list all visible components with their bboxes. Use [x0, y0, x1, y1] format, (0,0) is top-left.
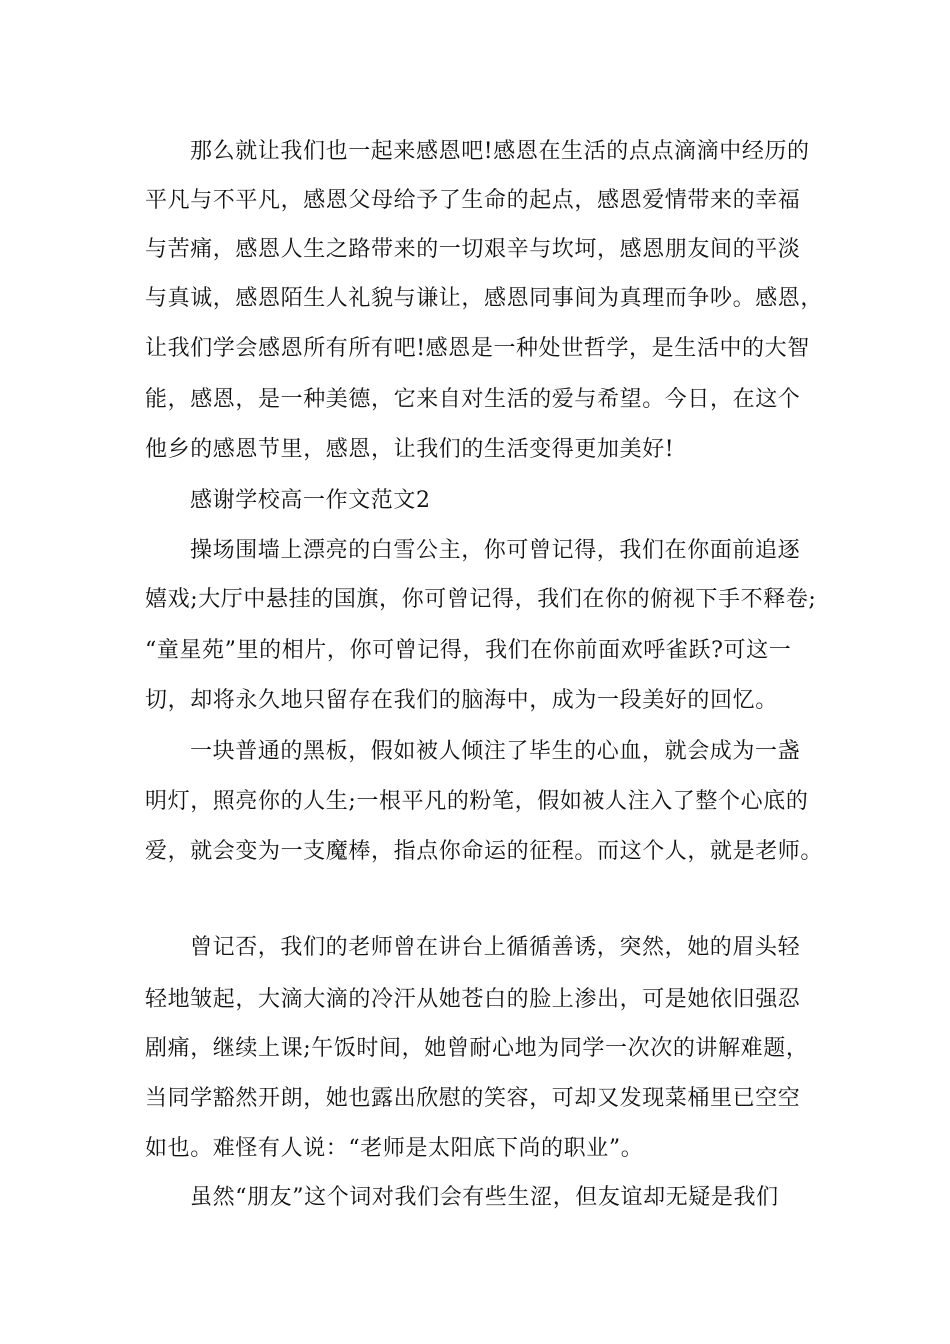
text-line: 那么就让我们也一起来感恩吧!感恩在生活的点点滴滴中经历的	[190, 139, 810, 164]
text-line: 嬉戏;大厅中悬挂的国旗，你可曾记得，我们在你的俯视下手不释卷;	[145, 587, 817, 612]
text-line: 当同学豁然开朗，她也露出欣慰的笑容，可却又发现菜桶里已空空	[145, 1086, 801, 1111]
section-heading: 感谢学校高一作文范文2	[190, 488, 431, 513]
text-line: 明灯，照亮你的人生;一根平凡的粉笔，假如被人注入了整个心底的	[145, 789, 809, 814]
text-line: 让我们学会感恩所有所有吧!感恩是一种处世哲学，是生活中的大智	[145, 336, 810, 361]
text-line: “童星苑”里的相片，你可曾记得，我们在你前面欢呼雀跃?可这一	[145, 638, 792, 663]
text-line: 爱，就会变为一支魔棒，指点你命运的征程。而这个人，就是老师。	[145, 839, 824, 864]
text-line: 虽然“朋友”这个词对我们会有些生涩，但友谊却无疑是我们	[190, 1185, 779, 1210]
text-line: 他乡的感恩节里，感恩，让我们的生活变得更加美好!	[145, 437, 675, 462]
text-line: 能，感恩，是一种美德，它来自对生活的爱与希望。今日，在这个	[145, 387, 801, 412]
text-line: 与真诚，感恩陌生人礼貌与谦让，感恩同事间为真理而争吵。感恩，	[145, 286, 824, 311]
text-line: 平凡与不平凡，感恩父母给予了生命的起点，感恩爱情带来的幸福	[145, 188, 801, 213]
text-line: 一块普通的黑板，假如被人倾注了毕生的心血，就会成为一盏	[190, 739, 801, 764]
text-line: 轻地皱起，大滴大滴的冷汗从她苍白的脸上渗出，可是她依旧强忍	[145, 987, 801, 1012]
text-line: 操场围墙上漂亮的白雪公主，你可曾记得，我们在你面前追逐	[190, 538, 801, 563]
text-line: 曾记否，我们的老师曾在讲台上循循善诱，突然，她的眉头轻	[190, 935, 801, 960]
text-line: 如也。难怪有人说：“老师是太阳底下尚的职业”。	[145, 1136, 644, 1161]
text-line: 剧痛，继续上课;午饭时间，她曾耐心地为同学一次次的讲解难题，	[145, 1036, 809, 1061]
text-line: 切，却将永久地只留存在我们的脑海中，成为一段美好的回忆。	[145, 688, 778, 713]
text-line: 与苦痛，感恩人生之路带来的一切艰辛与坎坷，感恩朋友间的平淡	[145, 237, 801, 262]
